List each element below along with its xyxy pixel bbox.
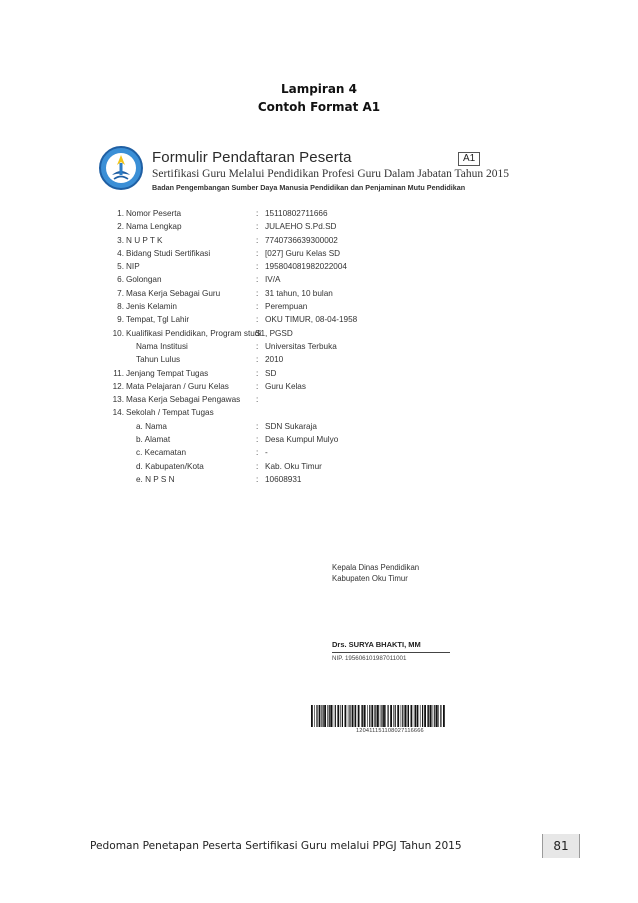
form-row xyxy=(110,207,380,220)
barcode-bar xyxy=(335,705,336,727)
row-colon: : xyxy=(256,448,259,458)
barcode-bar xyxy=(385,705,386,727)
row-label: Sekolah / Tempat Tugas xyxy=(126,408,214,418)
row-label: b. Alamat xyxy=(136,435,171,445)
barcode-bar xyxy=(354,705,355,727)
row-colon: : xyxy=(256,395,259,405)
row-number: 5. xyxy=(117,262,124,272)
form-row xyxy=(110,300,380,313)
barcode-bar xyxy=(407,705,408,727)
row-colon: : xyxy=(256,209,259,218)
signature-block xyxy=(332,562,419,584)
row-colon: : xyxy=(256,421,259,431)
form-row xyxy=(110,446,380,459)
barcode-bar xyxy=(369,705,370,727)
row-value: JULAEHO S.Pd.SD xyxy=(265,222,337,232)
row-label: Tahun Lulus xyxy=(136,355,181,365)
row-label: d. Kabupaten/Kota xyxy=(136,461,204,471)
row-label: e. N P S N xyxy=(136,474,175,484)
form-row xyxy=(110,313,380,326)
barcode-bar xyxy=(377,705,379,727)
row-value: Perempuan xyxy=(265,302,308,312)
row-number: 4. xyxy=(117,248,124,258)
row-value: 195804081982022004 xyxy=(265,262,347,272)
barcode-bar xyxy=(380,705,381,727)
heading-line-1: Lampiran 4 xyxy=(280,82,358,96)
row-value: 31 tahun, 10 bulan xyxy=(265,288,333,298)
row-colon: : xyxy=(256,355,259,365)
form-row xyxy=(110,247,380,260)
form-row xyxy=(110,460,380,473)
barcode-bar xyxy=(390,705,392,727)
barcode-bar xyxy=(340,705,341,727)
barcode-bar xyxy=(440,705,441,727)
row-value: S1, PGSD xyxy=(255,328,293,338)
row-number: 13. xyxy=(112,395,124,405)
barcode-bar xyxy=(402,705,403,727)
barcode-bar xyxy=(411,705,413,727)
barcode-bar xyxy=(358,705,360,727)
barcode-bar xyxy=(417,705,419,727)
row-colon: : xyxy=(256,235,259,245)
barcode-bar xyxy=(401,705,402,727)
barcode-bar xyxy=(349,705,350,727)
barcode-bar xyxy=(355,705,356,727)
row-value: SD xyxy=(265,368,277,378)
barcode-bar xyxy=(333,705,334,727)
row-value: SDN Sukaraja xyxy=(265,421,317,431)
signatory-name: Drs. SURYA BHAKTI, MM xyxy=(332,640,421,649)
row-value: Desa Kumpul Mulyo xyxy=(265,435,339,445)
barcode-bar xyxy=(367,705,368,727)
barcode-bar xyxy=(422,705,423,727)
row-value: 7740736639300002 xyxy=(265,235,338,245)
barcode-bar xyxy=(408,705,409,727)
barcode-bar xyxy=(415,705,416,727)
row-number: 2. xyxy=(117,222,124,232)
row-label: Jenis Kelamin xyxy=(126,302,177,312)
barcode-bar xyxy=(397,705,399,727)
barcode-bar xyxy=(337,705,339,727)
barcode-bar xyxy=(371,705,373,727)
form-fields xyxy=(110,207,380,486)
form-header xyxy=(98,145,510,197)
row-number: 11. xyxy=(113,368,124,378)
form-row xyxy=(110,420,380,433)
form-row xyxy=(110,260,380,273)
barcode-bar xyxy=(438,705,439,727)
form-row xyxy=(110,433,380,446)
barcode-bar xyxy=(428,705,429,727)
row-label: Tempat, Tgl Lahir xyxy=(126,315,190,325)
barcode-bar xyxy=(424,705,426,727)
signature-office-line-1: Kepala Dinas Pendidikan xyxy=(332,563,420,572)
row-label: Kualifikasi Pendidikan, Program studi xyxy=(126,328,262,338)
row-label: Golongan xyxy=(126,275,162,285)
row-colon: : xyxy=(256,288,259,298)
barcode-bar xyxy=(311,705,313,727)
row-number: 1. xyxy=(117,209,124,218)
row-colon: : xyxy=(256,222,259,232)
heading-line-2: Contoh Format A1 xyxy=(257,100,381,114)
barcode-bar xyxy=(436,705,438,727)
barcode-bar xyxy=(319,705,321,727)
barcode-bar xyxy=(395,705,396,727)
row-number: 6. xyxy=(117,275,124,285)
form-row xyxy=(110,273,380,286)
form-row xyxy=(110,287,380,300)
row-label: NIP xyxy=(126,262,140,272)
row-label: N U P T K xyxy=(126,235,163,245)
barcode-bar xyxy=(388,705,389,727)
footer-text: Pedoman Penetapan Peserta Sertifikasi Guru melalui PPGJ Tahun 2015 xyxy=(90,840,462,852)
row-value: - xyxy=(265,448,268,458)
row-value: 15110802711666 xyxy=(265,209,328,218)
page-heading xyxy=(0,80,638,116)
row-value: Guru Kelas xyxy=(265,381,306,391)
row-number: 9. xyxy=(117,315,124,325)
row-label: Jenjang Tempat Tugas xyxy=(126,368,209,378)
row-label: Nama Lengkap xyxy=(126,222,182,232)
barcode-bar xyxy=(364,705,366,727)
barcode-bar xyxy=(324,705,326,727)
row-value: Universitas Terbuka xyxy=(265,341,337,351)
barcode-number: 120411151108027116666 xyxy=(356,728,424,734)
barcode-bar xyxy=(327,705,328,727)
form-agency: Badan Pengembangan Sumber Daya Manusia Pendidikan dan Penjaminan Mutu Pendidikan xyxy=(152,183,466,192)
barcode-bar xyxy=(348,705,349,727)
barcode-bar xyxy=(433,705,434,727)
row-value: [027] Guru Kelas SD xyxy=(265,248,341,258)
form-row xyxy=(110,406,380,419)
form-row xyxy=(110,234,380,247)
barcode-bar xyxy=(321,705,322,727)
barcode-bar xyxy=(329,705,330,727)
signature-office-line-2: Kabupaten Oku Timur xyxy=(332,574,408,583)
row-colon: : xyxy=(256,461,259,471)
barcode-bar xyxy=(352,705,354,727)
form-row xyxy=(110,473,380,486)
row-label: Nomor Peserta xyxy=(126,209,182,218)
form-row xyxy=(110,340,380,353)
row-number: 3. xyxy=(117,235,124,245)
row-value: 10608931 xyxy=(265,474,302,484)
form-code-badge: A1 xyxy=(458,152,480,166)
barcode-bar xyxy=(316,705,317,727)
row-value: IV/A xyxy=(265,275,281,285)
row-colon: : xyxy=(256,435,259,445)
row-label: a. Nama xyxy=(136,421,167,431)
page-number: 81 xyxy=(542,834,580,858)
barcode-bar xyxy=(323,705,324,727)
form-row xyxy=(110,380,380,393)
row-number: 12. xyxy=(112,381,124,391)
barcode-bar xyxy=(361,705,362,727)
row-label: c. Kecamatan xyxy=(136,448,187,458)
row-colon: : xyxy=(256,381,259,391)
barcode-bar xyxy=(420,705,421,727)
barcode-bar xyxy=(375,705,376,727)
row-colon: : xyxy=(256,248,259,258)
barcode-bar xyxy=(314,705,315,727)
form-subtitle: Sertifikasi Guru Melalui Pendidikan Profesi Guru Dalam Jabatan Tahun 2015 xyxy=(152,168,510,180)
row-value: 2010 xyxy=(265,355,284,365)
row-colon: : xyxy=(256,474,259,484)
barcode-bar xyxy=(427,705,428,727)
tut-wuri-handayani-logo-icon xyxy=(98,145,144,191)
row-number: 10. xyxy=(112,328,124,338)
form-row xyxy=(110,353,380,366)
barcode-bar xyxy=(404,705,406,727)
row-colon: : xyxy=(256,368,259,378)
row-number: 14. xyxy=(112,408,124,418)
row-number: 7. xyxy=(117,288,124,298)
barcode-bar xyxy=(443,705,445,727)
form-row xyxy=(110,220,380,233)
barcode-bar xyxy=(414,705,415,727)
barcode-bar xyxy=(383,705,385,727)
row-label: Nama Institusi xyxy=(136,341,188,351)
signatory-nip: NIP. 195606101987011001 xyxy=(332,655,407,662)
row-label: Mata Pelajaran / Guru Kelas xyxy=(126,381,229,391)
row-colon: : xyxy=(256,341,259,351)
row-label: Masa Kerja Sebagai Pengawas xyxy=(126,395,241,405)
barcode-bar xyxy=(434,705,435,727)
form-title: Formulir Pendaftaran Peserta xyxy=(152,149,352,166)
barcode-bar xyxy=(393,705,394,727)
signature-divider xyxy=(332,652,450,653)
row-value: OKU TIMUR, 08-04-1958 xyxy=(265,315,358,325)
barcode-bar xyxy=(362,705,363,727)
barcode-bar xyxy=(374,705,375,727)
barcode-icon xyxy=(311,705,445,729)
barcode-bar xyxy=(345,705,347,727)
form-row xyxy=(110,327,380,340)
row-value: Kab. Oku Timur xyxy=(265,461,322,471)
form-row xyxy=(110,367,380,380)
barcode-bar xyxy=(381,705,382,727)
row-colon: : xyxy=(256,275,259,285)
row-label: Masa Kerja Sebagai Guru xyxy=(126,288,221,298)
row-colon: : xyxy=(256,262,259,272)
row-colon: : xyxy=(256,315,259,325)
row-colon: : xyxy=(256,302,259,312)
row-label: Bidang Studi Sertifikasi xyxy=(126,248,211,258)
barcode-bar xyxy=(342,705,343,727)
form-row xyxy=(110,393,380,406)
barcode-bar xyxy=(330,705,332,727)
row-number: 8. xyxy=(117,302,124,312)
barcode-bar xyxy=(430,705,432,727)
